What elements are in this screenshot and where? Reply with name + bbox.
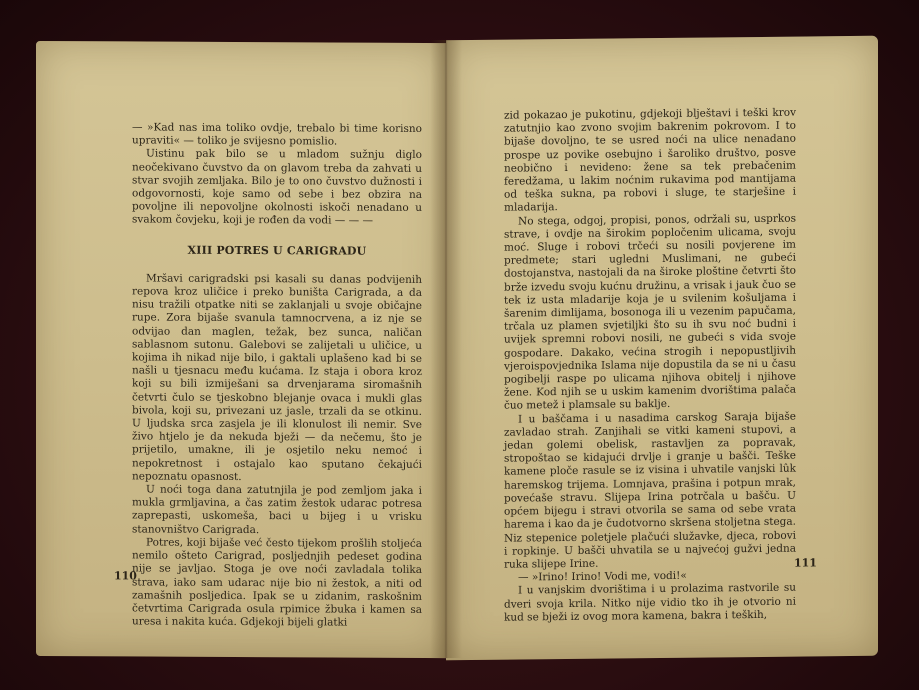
paragraph: zid pokazao je pukotinu, gdjekoji blještavi i teški krov zatutnjio kao zvono svojim bakrenim pokrovom. I to bijaše dovoljno, te se usred noći na ulice nenadano prospe uz povike osebujno i šaroliko društvo, posve neobično i nevideno: žene sa tek prebačenim feredžama, u lakim noćnim rukavima pod mantijama od teška sukna, pa robovi i sluge, te starješine i mladarija. — [504, 106, 796, 215]
left-page-text — [132, 121, 422, 630]
right-page — [446, 36, 878, 661]
paragraph: — »Irino! Irino! Vodi me, vodi!« — [518, 569, 687, 584]
paragraph: Uistinu pak bilo se u mladom sužnju diglo neočekivano čuvstvo da on glavom treba da zahvati u stvar svojih zemljaka. Bilo je to ono čuvstvo dužnosti i odgovornosti, koje samo od sebe i bez obzira na povoljne ili nepovoljne okolnosti iskoči nenadano u svakom čovjeku, koji je rođen da vodi — — — — [132, 147, 422, 228]
page-number: 111 — [794, 556, 817, 570]
paragraph: I u baščama i u nasadima carskog Saraja bijaše zavladao strah. Zanjihali se vitki kameni stupovi, a jedan golemi obelisk, rastavljen za popravak, stropoštao se kidajući drvlje i granje u bašči. Teške kamene ploče rasule se iz visina i uhvatile vanjski lûk haremskog trijema. Lomnjava, prašina i potpun mrak, povećaše stravu. Slijepa Irina potrčala u bašču. U općem bijegu i stravi otvorila se sama od sebe vrata harema i kao da je čudotvorno skršena stoljetna stega. Niz stepenice poletjele plačući služavke, djeca, robovi i ropkinje. U bašči uhvatila se u najvećoj gužvi jedna ruka slijepe Irine. — [504, 410, 796, 571]
page-number: 110 — [114, 569, 137, 583]
paragraph: U noći toga dana zatutnjila je pod zemljom jaka i mukla grmljavina, a čas zatim žestok udarac potresa zaprepasti, uskomeša, baci u bijeg i u vrisku stanovništvo Carigrada. — [132, 483, 422, 536]
left-page — [36, 41, 446, 658]
paragraph: — »Kad nas ima toliko ovdje, trebalo bi time korisno upraviti« — toliko je svijesno pomislio. — [132, 121, 422, 148]
paragraph: Potres, koji bijaše već često tijekom prošlih stoljeća nemilo ošteto Carigrad, posljednjih pedeset godina nije se javljao. Stoga je ove noći zavladala tolika strava, iako sam udarac nije bio ni žestok, a niti od zamašnih posljedica. Ipak se u zidanim, raskošnim četvrtima Carigrada osula rpimice žbuka i kamen sa uresa i nakita kuća. Gdjekoji bijeli glatki — [132, 536, 422, 629]
paragraph: Mršavi carigradski psi kasali su danas podvijenih repova kroz uličice i preko buništa Carigrada, a da nisu tražili otpatke niti se zaklanjali u svoje običajne rupe. Zora bijaše svanula tamnocrvena, a iz nje se odvijao dan maglen, težak, bez sunca, naličan sablasnom sutonu. Galebovi se zalijetali u uličice, u kojima ih nikad nije bilo, i gaktali uplašeno kad bi se našli u tjesnacu među kućama. Iz staja i obora kroz koji su bili izmiješani sa drvenjarama siromašnih četvrti čulo se tjeskobno blejanje ovaca i mukli glas bivola, koji su, privezani uz jasle, trzali da se otkinu. U ljudska srca zasjela je ili klonulost ili nemir. Sve živo htjelo je da nekuda bježi — da nečemu, što je prijetilo, umakne, ili je osjetilo neku nemoć i nepokretnost i ostajalo kao sputano čekajući nepoznatu opasnost. — [132, 272, 422, 483]
paragraph: No stega, odgoj, propisi, ponos, održali su, usprkos strave, i ovdje na širokim popločenim ulicama, svoju moć. Sluge i robovi trčeći su nosili povjerene im predmete; stari ugledni Muslimani, ne gubeći dostojanstva, nastojali da na široke ploštine četvrti što brže izvedu svoju kućnu družinu, a vrisak i jauk čuo se tek iz usta mladarije koja je u svilenim košuljama i šarenim dimlijama, bosonoga ili u vezenim papučama, trčala uz plamen svjetiljki što su ih svu noć budni i uvijek spremni robovi nosili, ne gubeći s vida svoje gospodare. Dakako, većina strogih i nepopustljivih vjeroispovjednika Islama nije dopustila da se ni u času pogibelji raspe po ulicama njihova obitelj i njihove žene. Kod njih se u uskim kamenim dvorištima palača čuo metež i plamsale su baklje. — [504, 212, 796, 413]
paragraph: I u vanjskim dvorištima i u prolazima rastvorile su dveri svoja krila. Nitko nije vidio tko ih je otvorio ni kud se bježi iz ovog mora kamena, bakra i teških, — [504, 581, 796, 624]
chapter-title: XIII POTRES U CARIGRADU — [187, 243, 367, 258]
right-page-text — [504, 107, 796, 625]
